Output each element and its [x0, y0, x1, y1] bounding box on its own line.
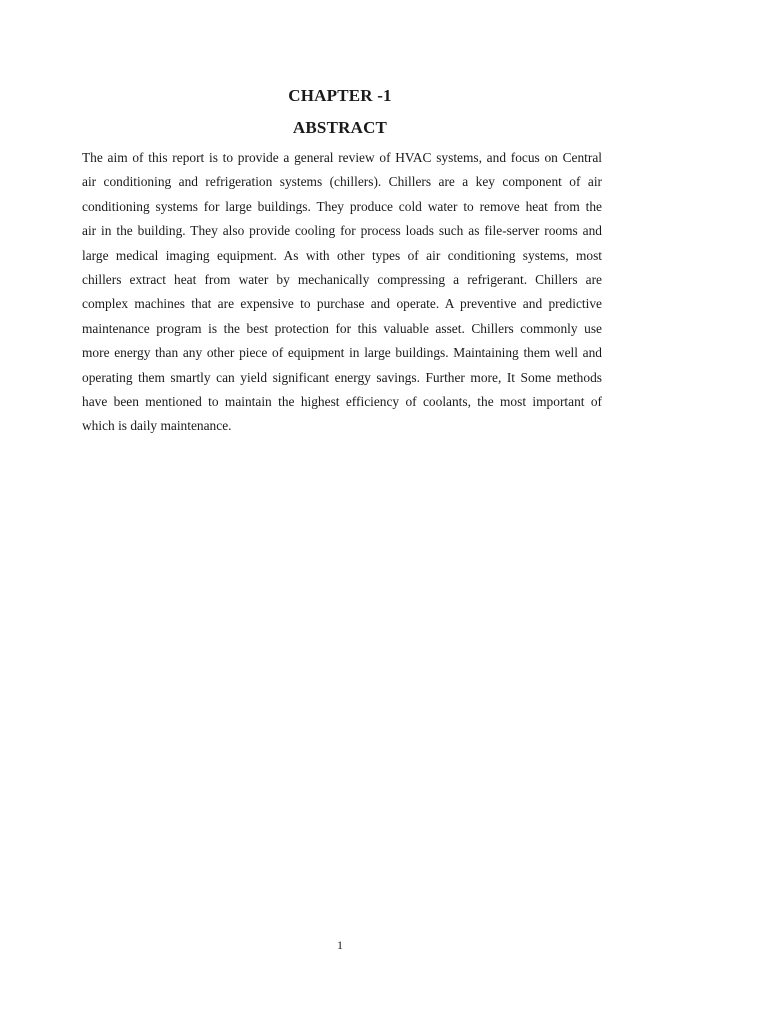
abstract-line: air in the building. They also provide cooling for process loads such as file-server rooms and	[82, 223, 602, 239]
abstract-line: have been mentioned to maintain the highest efficiency of coolants, the most important of	[82, 394, 602, 410]
abstract-line: operating them smartly can yield significant energy savings. Further more, It Some methods	[82, 369, 602, 385]
chapter-heading: CHAPTER -1	[288, 86, 392, 105]
abstract-line: more energy than any other piece of equipment in large buildings. Maintaining them well and	[82, 345, 602, 361]
abstract-line: conditioning systems for large buildings. They produce cold water to remove heat from the	[82, 198, 602, 214]
abstract-paragraph	[82, 146, 602, 439]
abstract-line: which is daily maintenance.	[82, 418, 232, 434]
abstract-line: complex machines that are expensive to purchase and operate. A preventive and predictive	[82, 296, 602, 312]
abstract-line: chillers extract heat from water by mechanically compressing a refrigerant. Chillers are	[82, 272, 602, 288]
section-title: ABSTRACT	[292, 118, 388, 137]
abstract-line: large medical imaging equipment. As with other types of air conditioning systems, most	[82, 247, 602, 263]
page-number: 1	[337, 938, 343, 952]
abstract-line: The aim of this report is to provide a general review of HVAC systems, and focus on Central	[82, 150, 602, 165]
abstract-line: maintenance program is the best protection for this valuable asset. Chillers commonly use	[82, 320, 602, 336]
abstract-line: air conditioning and refrigeration systems (chillers). Chillers are a key component of air	[82, 174, 602, 190]
